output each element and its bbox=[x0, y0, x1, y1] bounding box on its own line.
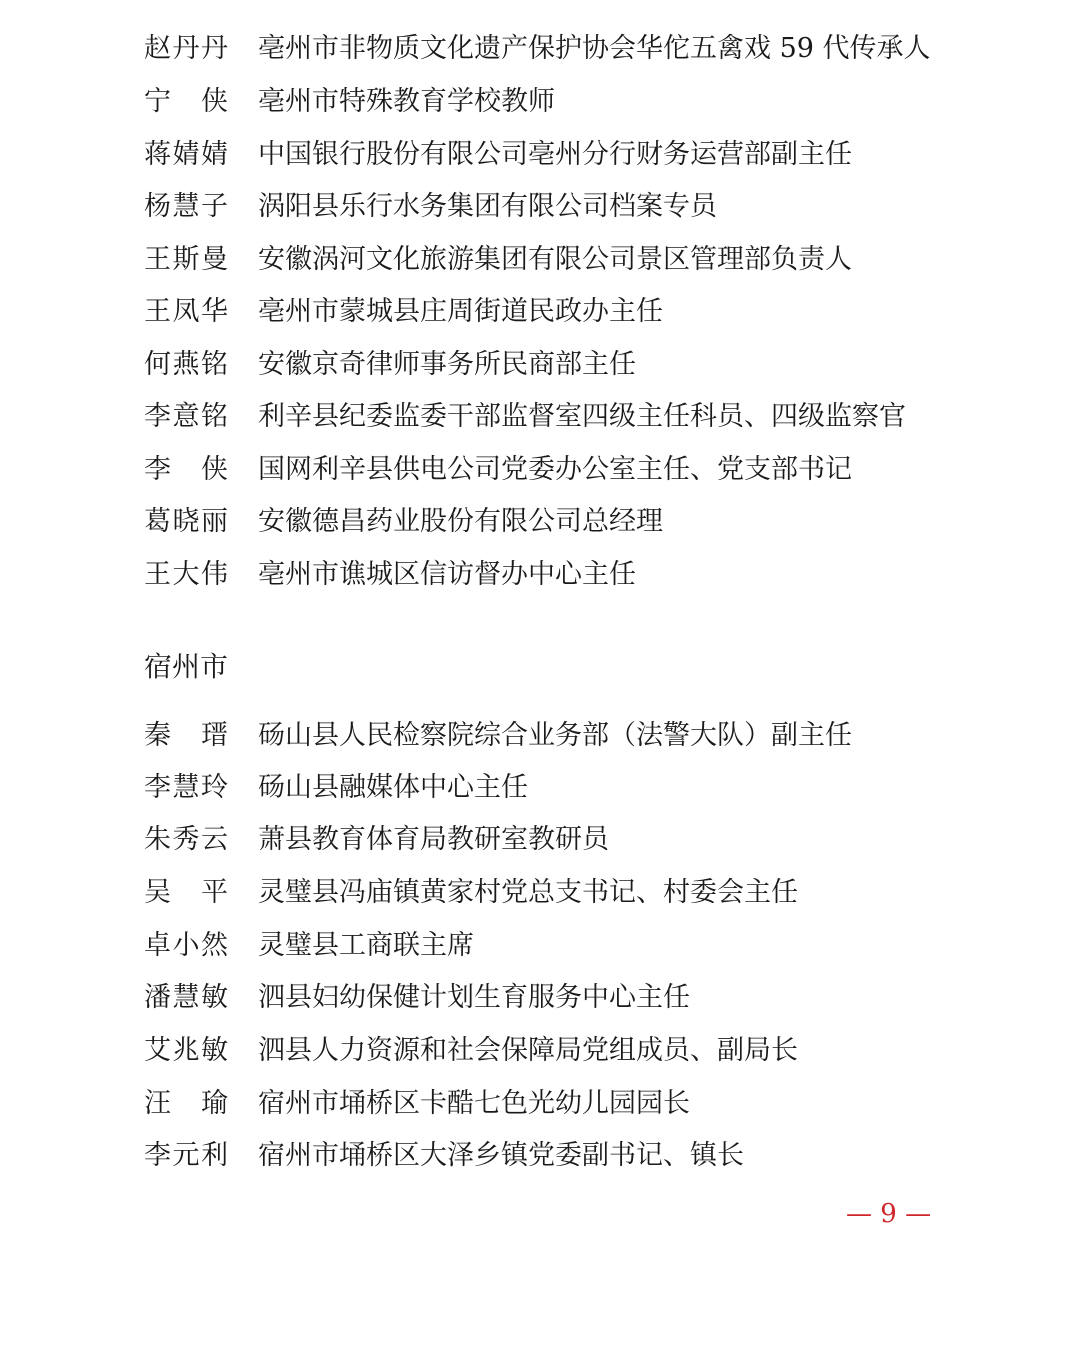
person-title: 亳州市谯城区信访督办中心主任 bbox=[258, 559, 636, 590]
list-item bbox=[144, 450, 852, 490]
person-name: 李侠 bbox=[144, 454, 228, 485]
list-item bbox=[144, 292, 663, 332]
list-item bbox=[144, 397, 906, 437]
person-name: 汪瑜 bbox=[144, 1088, 228, 1119]
person-title: 泗县妇幼保健计划生育服务中心主任 bbox=[258, 982, 690, 1013]
person-name: 李元利 bbox=[144, 1140, 228, 1171]
person-name: 何燕铭 bbox=[144, 349, 228, 380]
person-name: 王大伟 bbox=[144, 559, 228, 590]
list-item bbox=[144, 978, 690, 1018]
list-item bbox=[144, 82, 555, 122]
person-name: 秦瑨 bbox=[144, 720, 228, 751]
person-title: 亳州市蒙城县庄周街道民政办主任 bbox=[258, 296, 663, 327]
person-title: 涡阳县乐行水务集团有限公司档案专员 bbox=[258, 191, 717, 222]
person-name: 赵丹丹 bbox=[144, 33, 228, 64]
person-title: 安徽涡河文化旅游集团有限公司景区管理部负责人 bbox=[258, 244, 852, 275]
person-name: 潘慧敏 bbox=[144, 982, 228, 1013]
person-title: 利辛县纪委监委干部监督室四级主任科员、四级监察官 bbox=[258, 401, 906, 432]
person-title: 安徽京奇律师事务所民商部主任 bbox=[258, 349, 636, 380]
person-title: 灵璧县工商联主席 bbox=[258, 930, 474, 961]
list-item bbox=[144, 926, 474, 966]
person-title: 中国银行股份有限公司亳州分行财务运营部副主任 bbox=[258, 139, 852, 170]
list-item bbox=[144, 820, 609, 860]
person-name: 朱秀云 bbox=[144, 824, 228, 855]
list-item bbox=[144, 873, 798, 913]
section-heading: 宿州市 bbox=[144, 650, 229, 683]
person-title: 萧县教育体育局教研室教研员 bbox=[258, 824, 609, 855]
person-title: 国网利辛县供电公司党委办公室主任、党支部书记 bbox=[258, 454, 852, 485]
person-name: 杨慧子 bbox=[144, 191, 228, 222]
person-title: 安徽德昌药业股份有限公司总经理 bbox=[258, 506, 663, 537]
person-name: 李意铭 bbox=[144, 401, 228, 432]
page-number: — 9 — bbox=[846, 1199, 932, 1229]
list-item bbox=[144, 502, 663, 542]
list-item bbox=[144, 187, 717, 227]
person-title: 泗县人力资源和社会保障局党组成员、副局长 bbox=[258, 1035, 798, 1066]
person-name: 艾兆敏 bbox=[144, 1035, 228, 1066]
person-name: 蒋婧婧 bbox=[144, 139, 228, 170]
person-title: 宿州市埇桥区大泽乡镇党委副书记、镇长 bbox=[258, 1140, 744, 1171]
list-item bbox=[144, 716, 852, 756]
person-title: 砀山县人民检察院综合业务部（法警大队）副主任 bbox=[258, 720, 852, 751]
person-name: 吴平 bbox=[144, 877, 228, 908]
list-item bbox=[144, 768, 528, 808]
person-title: 砀山县融媒体中心主任 bbox=[258, 772, 528, 803]
person-name: 宁侠 bbox=[144, 86, 228, 117]
list-item bbox=[144, 555, 636, 595]
person-title: 亳州市特殊教育学校教师 bbox=[258, 86, 555, 117]
list-item bbox=[144, 29, 931, 69]
person-name: 葛晓丽 bbox=[144, 506, 228, 537]
list-item bbox=[144, 345, 636, 385]
list-item bbox=[144, 1031, 798, 1071]
list-item bbox=[144, 1136, 744, 1176]
person-title: 亳州市非物质文化遗产保护协会华佗五禽戏 59 代传承人 bbox=[258, 33, 931, 64]
person-title: 宿州市埇桥区卡酷七色光幼儿园园长 bbox=[258, 1088, 690, 1119]
person-name: 王斯曼 bbox=[144, 244, 228, 275]
person-title: 灵璧县冯庙镇黄家村党总支书记、村委会主任 bbox=[258, 877, 798, 908]
list-item bbox=[144, 240, 852, 280]
list-item bbox=[144, 1084, 690, 1124]
person-name: 王凤华 bbox=[144, 296, 228, 327]
person-name: 李慧玲 bbox=[144, 772, 228, 803]
person-name: 卓小然 bbox=[144, 930, 228, 961]
list-item bbox=[144, 135, 852, 175]
